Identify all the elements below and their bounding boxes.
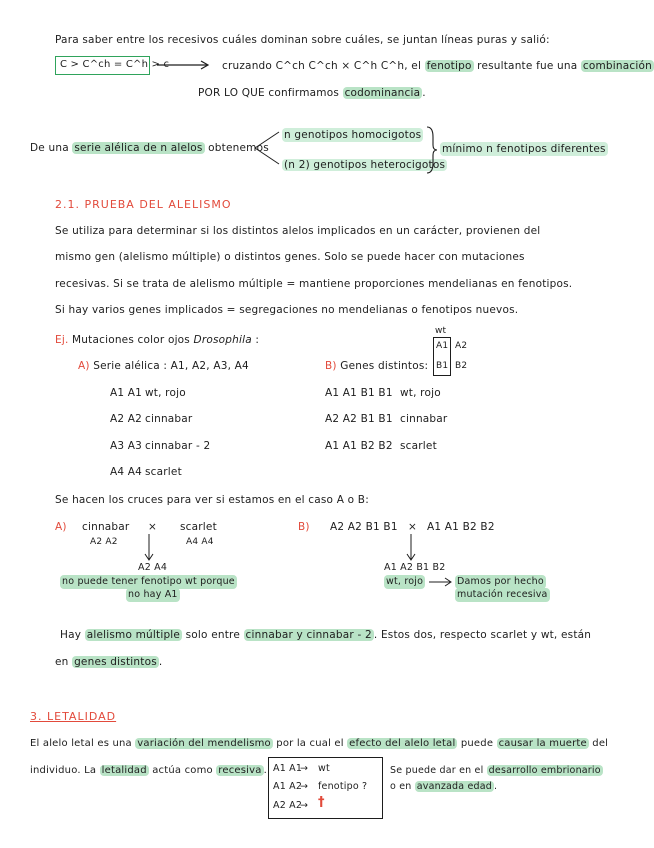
ej-species: Drosophila [193, 334, 252, 346]
b-row-2-genotype: A2 A2 B1 B1 [325, 413, 393, 425]
a-row-3-genotype: A3 A3 [110, 440, 143, 452]
ej-colon: : [255, 334, 260, 346]
conclusion-text-c: solo entre [185, 629, 240, 641]
letal-text-e: puede [460, 738, 494, 749]
cruces-intro: Se hacen los cruces para ver si estamos en el caso A o B: [55, 494, 369, 506]
lethal-row-3-genotype: A2 A2 [273, 800, 303, 811]
para-3: recesivas. Si se trata de alelismo múltiple = mantiene proporciones mendelianas en fenotipos. [55, 278, 573, 290]
letalidad-highlight: letalidad [101, 765, 147, 776]
lethal-row-1-phenotype: wt [318, 763, 330, 774]
case-a-title: Serie alélica : A1, A2, A3, A4 [93, 360, 249, 372]
para-1: Se utiliza para determinar si los distintos alelos implicados en un carácter, provienen del [55, 225, 541, 237]
lethal-row-2-phenotype: fenotipo ? [318, 781, 368, 792]
arrow-right-icon [428, 575, 454, 589]
para-2: mismo gen (alelismo múltiple) o distintos genes. Solo se puede hacer con mutaciones [55, 251, 525, 263]
genes-distintos-highlight: genes distintos [74, 656, 157, 668]
heterocigotos: genotipos heterocigotos [313, 159, 446, 171]
conclusion-text-en: en [55, 656, 69, 668]
letal-text-c: por la cual el [276, 738, 344, 749]
arrow-down-icon [405, 533, 417, 563]
section-3-title: 3. LETALIDAD [30, 710, 117, 723]
arrow-down-icon [143, 533, 155, 563]
fenotipo-highlight: fenotipo [426, 60, 472, 72]
arrow-right-icon [155, 58, 215, 72]
series-obtenemos: obtenemos [208, 142, 269, 154]
intro-line-1: Para saber entre los recesivos cuáles dominan sobre cuáles, se juntan líneas puras y salió: [55, 34, 550, 46]
lethal-side-2 [390, 780, 497, 794]
conclusion-text-e: . Estos dos, respecto scarlet y wt, están [373, 629, 592, 641]
combinacion-highlight: combinación [582, 60, 652, 72]
arrow-right-icon: → [300, 781, 309, 792]
series-line [30, 141, 269, 155]
a-row-2-phenotype: cinnabar [145, 413, 193, 425]
b-row-3-genotype: A1 A1 B2 B2 [325, 440, 393, 452]
cross-b-parent-1: A2 A2 B1 B1 [330, 521, 398, 533]
a-row-3-phenotype: cinnabar - 2 [145, 440, 211, 452]
cross-b-times: × [408, 521, 417, 533]
edad-highlight: avanzada edad [416, 781, 493, 792]
cross-text: , el [404, 60, 422, 72]
conclusion-line-1 [60, 628, 591, 642]
cross-a-times: × [148, 521, 157, 533]
cross-a-parent-1: cinnabar [82, 521, 130, 533]
branch-icon [252, 128, 282, 168]
cross-a-parent-2: scarlet [180, 521, 217, 533]
cross-a-genotype-1: A2 A2 [90, 537, 118, 547]
lethal-side-1 [390, 764, 603, 778]
arrow-right-icon: → [300, 800, 309, 811]
cross-a-genotype-2: A4 A4 [186, 537, 214, 547]
case-a-header [78, 359, 249, 373]
a-row-2-genotype: A2 A2 [110, 413, 143, 425]
a-row-4-genotype: A4 A4 [110, 466, 143, 478]
case-b-title: Genes distintos: [340, 360, 429, 372]
side-text-1a: Se puede dar en el [390, 765, 484, 776]
intro-line-3-text: POR LO QUE confirmamos [198, 87, 340, 99]
cross-a-label: A) [55, 521, 67, 533]
letal-text-g: del [592, 738, 609, 749]
ej-line [55, 333, 259, 347]
b-row-1-genotype: A1 A1 B1 B1 [325, 387, 393, 399]
b-row-3-phenotype: scarlet [400, 440, 437, 452]
serie-highlight: serie alélica de n alelos [74, 142, 203, 154]
ej-text: Mutaciones color ojos [72, 334, 190, 346]
side-text-2a: o en [390, 781, 412, 792]
cross-a-result: A2 A4 [138, 562, 168, 573]
intro-period: . [422, 87, 426, 99]
cross-b-label: B) [298, 521, 310, 533]
cross-b-note-1: Damos por hecho [457, 576, 544, 587]
wt-grid-a1: A1 [436, 341, 449, 351]
minimo-fenotipos: mínimo n fenotipos diferentes [442, 143, 606, 155]
letal-text-2c: actúa como [152, 765, 213, 776]
conclusion-period: . [158, 656, 163, 668]
arrow-right-icon: → [300, 763, 309, 774]
cross-a-note-2: no hay A1 [128, 589, 178, 600]
case-b-label: B) [325, 360, 337, 372]
case-b-header [325, 359, 428, 373]
wt-grid-b2: B2 [455, 361, 468, 371]
cross-b-parent-2: A1 A1 B2 B2 [427, 521, 495, 533]
ej-label: Ej. [55, 334, 69, 346]
letal-line-1 [30, 737, 608, 751]
case-a-label: A) [78, 360, 90, 372]
letal-text-2a: individuo. La [30, 765, 97, 776]
series-prefix: De una [30, 142, 69, 154]
a-row-1-phenotype: wt, rojo [145, 387, 186, 399]
cross-formula: C^ch C^ch × C^h C^h [275, 60, 405, 72]
muerte-highlight: causar la muerte [498, 738, 587, 749]
letal-period: . [263, 765, 267, 776]
b-row-1-phenotype: wt, rojo [400, 387, 441, 399]
lethal-row-1-genotype: A1 A1 [273, 763, 303, 774]
a-row-1-genotype: A1 A1 [110, 387, 143, 399]
cross-b-result: A1 A2 B1 B2 [384, 562, 446, 573]
efecto-highlight: efecto del alelo letal [349, 738, 456, 749]
cross-a-note-1: no puede tener fenotipo wt porque [62, 576, 235, 587]
recesiva-highlight: recesiva [218, 765, 262, 776]
a-row-4-phenotype: scarlet [145, 466, 182, 478]
cross-label: cruzando [222, 60, 273, 72]
wt-grid-a2: A2 [455, 341, 468, 351]
death-cross-icon: † [318, 795, 325, 810]
letal-text-a: El alelo letal es una [30, 738, 132, 749]
intro-line-3 [198, 86, 426, 100]
cross-line [222, 59, 654, 73]
para-4: Si hay varios genes implicados = segregaciones no mendelianas o fenotipos nuevos. [55, 304, 519, 316]
cinnabar-highlight: cinnabar y cinnabar - 2 [245, 629, 372, 641]
wt-label: wt [435, 326, 447, 336]
homocigotos: n genotipos homocigotos [284, 129, 422, 141]
cross-b-phenotype: wt, rojo [386, 576, 424, 587]
lethal-row-2-genotype: A1 A2 [273, 781, 303, 792]
cross-b-note-2: mutación recesiva [457, 589, 548, 600]
formula: C > C^ch = C^h > c [60, 59, 170, 70]
formula-box [55, 56, 170, 75]
cross-text-2: resultante fue una [477, 60, 578, 72]
embrionario-highlight: desarrollo embrionario [488, 765, 601, 776]
alelismo-highlight: alelismo múltiple [86, 629, 181, 641]
variacion-highlight: variación del mendelismo [137, 738, 271, 749]
section-2-1-title: 2.1. PRUEBA DEL ALELISMO [55, 198, 232, 211]
conclusion-line-2 [55, 655, 162, 669]
right-brace-icon [425, 125, 439, 175]
side-period: . [494, 781, 498, 792]
b-row-2-phenotype: cinnabar [400, 413, 448, 425]
codominancia-highlight: codominancia [344, 87, 421, 99]
heterocigotos-line [282, 158, 447, 172]
hetero-coef: (n 2) [284, 159, 310, 171]
wt-grid-b1: B1 [436, 361, 449, 371]
letal-line-2 [30, 764, 267, 778]
conclusion-text-a: Hay [60, 629, 82, 641]
